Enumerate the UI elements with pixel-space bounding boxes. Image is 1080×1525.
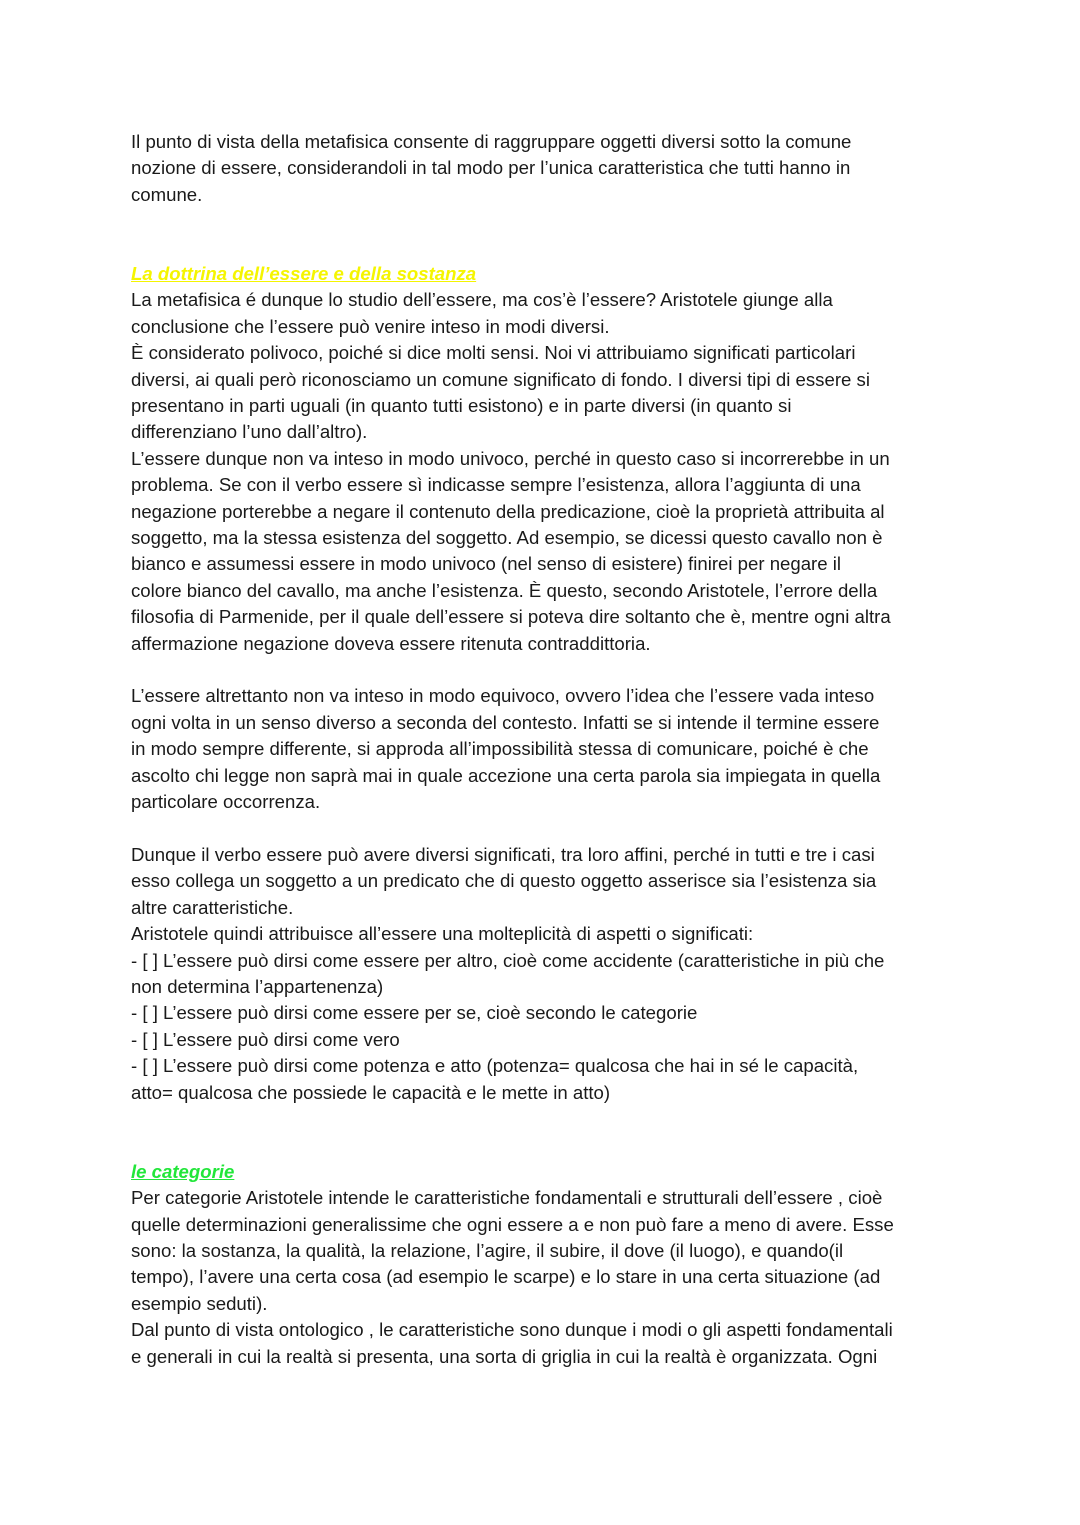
checklist-item: - [ ] L’essere può dirsi come essere per se, cioè secondo le categorie — [131, 1002, 698, 1024]
text-line: L’essere dunque non va inteso in modo univoco, perché in questo caso si incorrerebbe in un — [131, 447, 890, 469]
checklist-item: - [ ] L’essere può dirsi come vero — [131, 1028, 400, 1050]
document-page — [131, 129, 961, 1370]
text-line: tempo), l’avere una certa cosa (ad esempio le scarpe) e lo stare in una certa situazione (ad — [131, 1266, 881, 1288]
text-line: Il punto di vista della metafisica consente di raggruppare oggetti diversi sotto la comune — [131, 131, 852, 152]
text-line: colore bianco del cavallo, ma anche l’esistenza. È questo, secondo Aristotele, l’errore della — [131, 579, 878, 601]
text-line: e generali in cui la realtà si presenta, una sorta di griglia in cui la realtà è organizzata. Ogni — [131, 1345, 878, 1367]
text-line: problema. Se con il verbo essere sì indicasse sempre l’esistenza, allora l’aggiunta di una — [131, 474, 861, 496]
intro-paragraph — [131, 129, 961, 208]
text-line: ascolto chi legge non saprà mai in quale accezione una certa parola sia impiegata in quella — [131, 764, 881, 786]
section1-paragraph-1 — [131, 287, 961, 657]
text-line: Dunque il verbo essere può avere diversi significati, tra loro affini, perché in tutti e tre i casi — [131, 843, 875, 865]
text-line: Per categorie Aristotele intende le caratteristiche fondamentali e strutturali dell’essere , cioè — [131, 1187, 883, 1209]
text-line: soggetto, ma la stessa esistenza del soggetto. Ad esempio, se dicessi questo cavallo non è — [131, 527, 883, 549]
text-line: diversi, ai quali però riconosciamo un comune significato di fondo. I diversi tipi di essere si — [131, 368, 870, 390]
section-heading-dottrina: La dottrina dell’essere e della sostanza — [131, 263, 477, 284]
text-line: presentano in parti uguali (in quanto tutti esistono) e in parte diversi (in quanto si — [131, 395, 792, 417]
text-line: conclusione che l’essere può venire inteso in modi diversi. — [131, 315, 610, 337]
spacer — [131, 816, 961, 842]
section1-paragraph-2 — [131, 683, 961, 815]
text-line: in modo sempre differente, si approda all’impossibilità stessa di comunicare, poiché è che — [131, 738, 869, 760]
text-line: differenziano l’uno dall’altro). — [131, 421, 368, 443]
spacer — [131, 208, 961, 234]
text-line: Dal punto di vista ontologico , le caratteristiche sono dunque i modi o gli aspetti fondamentali — [131, 1319, 893, 1341]
section1-paragraph-3 — [131, 842, 961, 1106]
section2-paragraph-1 — [131, 1185, 961, 1370]
text-line: comune. — [131, 183, 203, 205]
text-line: bianco e assumessi essere in modo univoco (nel senso di esistere) finirei per negare il — [131, 553, 842, 575]
checklist-item: - [ ] L’essere può dirsi come essere per altro, cioè come accidente (caratteristiche in più che — [131, 949, 885, 971]
text-line: non determina l’appartenenza) — [131, 975, 384, 997]
text-line: atto= qualcosa che possiede le capacità e le mette in atto) — [131, 1081, 611, 1103]
text-line: esso collega un soggetto a un predicato che di questo oggetto asserisce sia l’esistenza sia — [131, 870, 877, 892]
spacer — [131, 1106, 961, 1132]
spacer — [131, 235, 961, 261]
text-line: negazione porterebbe a negare il contenuto della predicazione, cioè la proprietà attribuita al — [131, 500, 885, 522]
text-line: quelle determinazioni generalissime che ogni essere a e non può fare a meno di avere. Esse — [131, 1213, 894, 1235]
section-heading-categorie: le categorie — [131, 1160, 235, 1182]
text-line: La metafisica é dunque lo studio dell’essere, ma cos’è l’essere? Aristotele giunge alla — [131, 289, 833, 311]
text-line: L’essere altrettanto non va inteso in modo equivoco, ovvero l’idea che l’essere vada inteso — [131, 685, 875, 707]
text-line: esempio seduti). — [131, 1292, 268, 1314]
text-line: ogni volta in un senso diverso a seconda del contesto. Infatti se si intende il termine essere — [131, 711, 880, 733]
text-line: altre caratteristiche. — [131, 896, 294, 918]
text-line: È considerato polivoco, poiché si dice molti sensi. Noi vi attribuiamo significati particolari — [131, 342, 856, 364]
text-line: affermazione negazione doveva essere ritenuta contraddittoria. — [131, 632, 651, 654]
spacer — [131, 1132, 961, 1158]
text-line: nozione di essere, considerandoli in tal modo per l’unica caratteristica che tutti hanno in — [131, 157, 851, 179]
text-line: particolare occorrenza. — [131, 791, 321, 813]
checklist-item: - [ ] L’essere può dirsi come potenza e atto (potenza= qualcosa che hai in sé le capacità, — [131, 1055, 859, 1077]
text-line: sono: la sostanza, la qualità, la relazione, l’agire, il subire, il dove (il luogo), e quando(il — [131, 1239, 844, 1261]
text-line: filosofia di Parmenide, per il quale dell’essere si poteva dire soltanto che è, mentre ogni altra — [131, 606, 891, 628]
spacer — [131, 657, 961, 683]
text-line: Aristotele quindi attribuisce all’essere una molteplicità di aspetti o significati: — [131, 923, 754, 945]
